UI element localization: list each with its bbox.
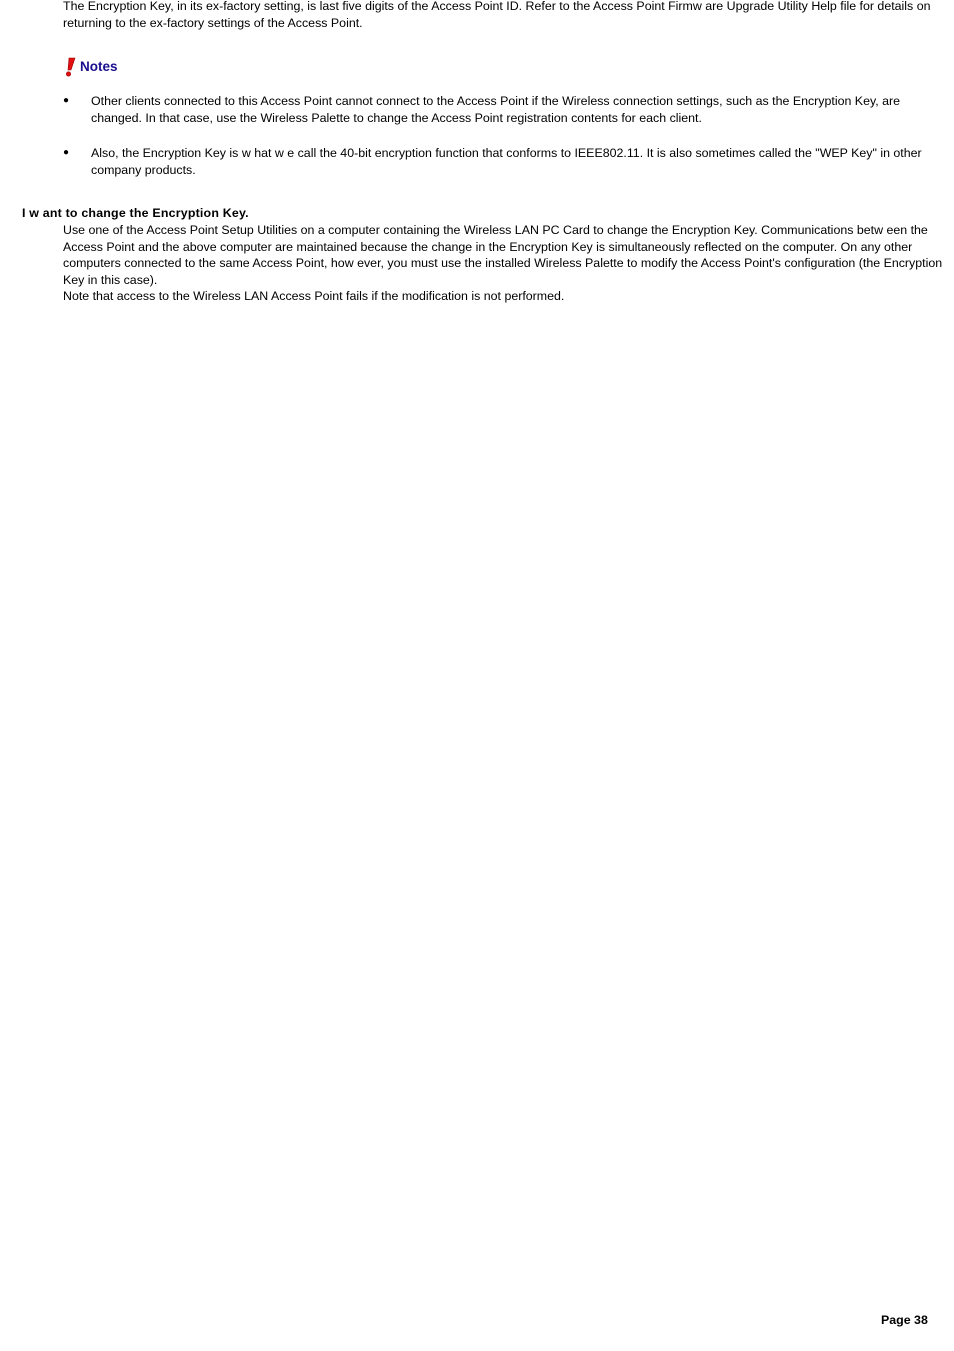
notes-list [63, 93, 943, 197]
notes-heading [63, 57, 118, 77]
intro-paragraph: The Encryption Key, in its ex-factory setting, is last five digits of the Access Point ID. Refer to the Access Point Firmw are Upgrade Utility Help file for details on returning to the ex-factory settings of the Access Point. [63, 0, 931, 30]
section-heading: I w ant to change the Encryption Key. [22, 206, 249, 220]
note-text: Other clients connected to this Access Point cannot connect to the Access Point if the Wireless connection settings, such as the Encryption Key, are changed. In that case, use the Wireless Palette to change the Access Point registration contents for each client. [91, 94, 901, 125]
notes-title: Notes [80, 58, 118, 74]
page-number: Page 38 [881, 1313, 928, 1327]
list-item [63, 93, 943, 126]
section-paragraph: Note that access to the Wireless LAN Access Point fails if the modification is not performed. [63, 289, 565, 304]
bullet-icon: ● [63, 95, 70, 106]
bullet-icon: ● [63, 147, 70, 159]
section-body [63, 222, 949, 305]
list-item [63, 145, 943, 178]
exclamation-icon [63, 57, 77, 77]
note-text: Also, the Encryption Key is w hat w e call the 40-bit encryption function that conforms to IEEE802.11. It is also sometimes called the "WEP Key" in other company products. [91, 146, 922, 177]
section-paragraph: Use one of the Access Point Setup Utilities on a computer containing the Wireless LAN PC Card to change the Encryption Key. Communications betw een the Access Point and the above computer are maintained because the change in the Encryption Key is simultaneously reflected on the computer. On any other computers connected to the same Access Point, how ever, you must use the installed Wireless Palette to modify the Access Point's configuration (the Encryption Key in this case). [63, 223, 943, 287]
